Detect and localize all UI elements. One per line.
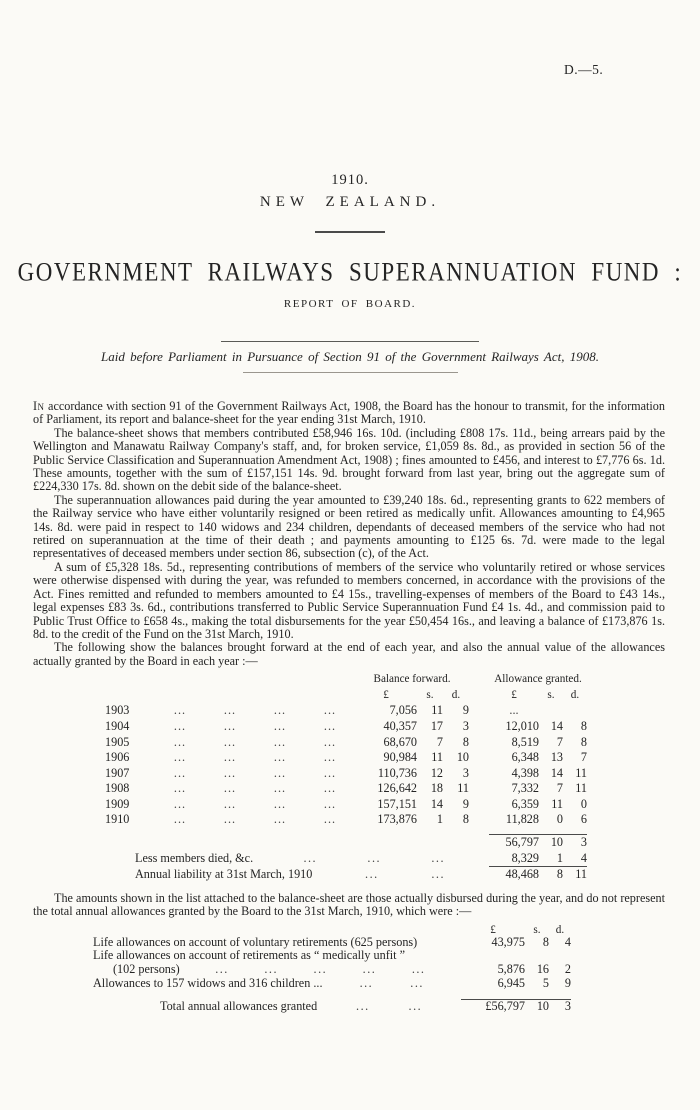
allowance-pounds: 6,359: [511, 796, 539, 811]
allowance-pounds: 11,828: [505, 812, 539, 827]
less-members-died-row: [105, 851, 587, 867]
allowance-pence: 6: [580, 812, 587, 827]
amount-shillings: 8: [542, 934, 549, 949]
dot-leader: ...: [323, 734, 337, 749]
liability-pounds: 48,468: [489, 867, 539, 883]
liability-pence: 11: [563, 867, 587, 883]
allowance-pence: 7: [580, 750, 587, 765]
dot-leader: ...: [273, 765, 287, 780]
balance-pounds: 90,984: [383, 750, 417, 765]
amount-pounds: 5,876: [497, 962, 525, 977]
balance-row: [105, 797, 587, 813]
less-members-died-label: Less members died, &c.: [135, 851, 254, 866]
allowances-list: [93, 924, 571, 1014]
dot-leader: ...: [173, 718, 187, 733]
balance-shillings: 11: [431, 750, 443, 765]
dot-leader: ...: [173, 781, 187, 796]
report-body: [33, 400, 665, 1014]
paragraph-intro-text: accordance with section 91 of the Government Railways Act, 1908, the Board has the honour to transmit, for the information of Parliament, its report and balance-sheet for the year ending 31st March, 1910.: [33, 399, 665, 427]
year-cell: 1905: [105, 734, 130, 749]
amount-shillings: 5: [542, 976, 549, 991]
dot-leader: ...: [365, 867, 379, 882]
shillings-unit: s.: [533, 923, 541, 936]
balance-pence: 9: [462, 796, 469, 811]
year-cell: 1909: [105, 796, 130, 811]
year-heading: 1910.: [331, 172, 369, 188]
allowance-pounds: 7,332: [511, 781, 539, 796]
dot-leader: ...: [323, 718, 337, 733]
dot-leader: ...: [273, 718, 287, 733]
dot-leader: ...: [223, 812, 237, 827]
allowance-label: (102 persons): [113, 962, 180, 977]
dot-leader: ...: [273, 812, 287, 827]
allowance-shillings: [539, 703, 563, 719]
dot-leader: ...: [431, 867, 445, 882]
annual-liability-label: Annual liability at 31st March, 1910: [135, 867, 313, 882]
balance-forward-header: Balance forward.: [373, 673, 451, 686]
pence-unit: d.: [451, 688, 461, 701]
dot-leader: ...: [323, 703, 337, 718]
laid-before-line: Laid before Parliament in Pursuance of Section 91 of the Government Railways Act, 1908.: [101, 349, 599, 364]
allowance-shillings: 11: [551, 796, 563, 811]
year-cell: 1910: [105, 812, 130, 827]
balance-pounds: 40,357: [383, 718, 417, 733]
dot-leader: ...: [359, 977, 374, 991]
year-cell: 1907: [105, 765, 130, 780]
less-pence: 4: [580, 850, 587, 865]
allowance-pence: 8: [580, 718, 587, 733]
balance-pence: 3: [462, 765, 469, 780]
dot-leader: ...: [408, 999, 423, 1013]
divider-rule: [315, 231, 385, 233]
paragraph-amounts-note: The amounts shown in the list attached to the balance-sheet are those actually disbursed during the year, and do not represent the total annual allowances granted by the Board to the 31st March, 1910, which were :—: [33, 890, 665, 919]
dot-leader: ...: [323, 765, 337, 780]
divider-rule: [243, 372, 458, 373]
subtotal-shillings: 10: [539, 835, 563, 851]
page-title: GOVERNMENT RAILWAYS SUPERANNUATION FUND :: [17, 256, 683, 287]
balance-pence: 9: [462, 703, 469, 718]
dot-leader: ...: [173, 765, 187, 780]
dot-leader: ...: [223, 718, 237, 733]
balance-shillings: 17: [430, 718, 443, 733]
dot-leader: ...: [273, 781, 287, 796]
dot-leader: ...: [323, 812, 337, 827]
pounds-unit: £: [490, 923, 496, 936]
pence-unit: d.: [555, 923, 565, 936]
allowance-shillings: 7: [556, 734, 563, 749]
amount-pounds: 6,945: [497, 976, 525, 991]
balance-pence: 10: [456, 750, 469, 765]
allowance-label: Allowances to 157 widows and 316 children ...: [93, 976, 323, 991]
dot-leader: ...: [223, 796, 237, 811]
balance-pence: 8: [462, 812, 469, 827]
allowance-shillings: 7: [556, 781, 563, 796]
balance-shillings: 7: [436, 734, 443, 749]
amount-pounds: 43,975: [491, 934, 525, 949]
dot-leader: ...: [173, 734, 187, 749]
less-shillings: 1: [556, 850, 563, 865]
subtotal-pounds: 56,797: [489, 835, 539, 851]
paragraph-contributions: The balance-sheet shows that members contributed £58,946 16s. 10d. (including £808 17s. 11d., being arrears paid by the Wellington and Manawatu Railway Company's staff, and, for broken service, £1,059 8s. 8d., as provided in section 56 of the Public Service Classification and Superannuation Amendment Act, 1908) ; fines amounted to £456, and interest to £7,776 6s. 1d. These amounts, together with the sum of £157,151 14s. 9d. brought forward from last year, bring out the aggregate sum of £224,330 17s. 8d. shown on the debit side of the balance-sheet.: [33, 425, 665, 494]
balance-pence: 3: [462, 718, 469, 733]
dot-leader: ...: [313, 963, 328, 977]
balance-pence: 11: [457, 781, 469, 796]
allowance-pounds: 4,398: [511, 765, 539, 780]
allowance-shillings: 14: [550, 718, 563, 733]
dot-leader: ...: [273, 703, 287, 718]
allowance-pounds: 8,519: [511, 734, 539, 749]
amount-shillings: 16: [536, 962, 549, 977]
dot-leader: ...: [173, 750, 187, 765]
dot-leader: ...: [273, 750, 287, 765]
total-pounds: £56,797: [461, 999, 525, 1014]
paragraph-refunds: A sum of £5,328 18s. 5d., representing contributions of members of the service who voluntarily retired or whose services were otherwise dispensed with during the year, was refunded to members concerned, in accordance with the provisions of the Act. Fines remitted and refunded to members amounted to £4 15s., travelling-expenses of members of the Board to £43 14s., legal expenses £83 3s. 6d., contributions transferred to Public Service Superannuation Fund £4 1s. 4d., and commission paid to Public Trust Office to £658 4s., making the total disbursements for the year £50,454 16s., and leaving a balance of £173,876 1s. 8d. to the credit of the Fund on the 31st March, 1910.: [33, 559, 665, 641]
balance-shillings: 11: [431, 703, 443, 718]
balance-row: [105, 703, 587, 719]
year-cell: 1906: [105, 750, 130, 765]
balance-row: [105, 812, 587, 828]
dot-leader: ...: [173, 703, 187, 718]
paper-reference: D.—5.: [564, 62, 604, 77]
year-cell: 1904: [105, 718, 130, 733]
allowance-line: [93, 977, 571, 991]
balance-pence: 8: [462, 734, 469, 749]
dot-leader: ...: [215, 963, 229, 977]
table-group-header-row: [105, 672, 587, 688]
allowance-pence: 8: [580, 734, 587, 749]
allowance-line: [93, 949, 571, 963]
allowance-line: [93, 963, 571, 977]
balance-shillings: 1: [436, 812, 443, 827]
balances-table: [105, 672, 587, 883]
less-pounds: 8,329: [511, 850, 539, 865]
dot-leader: ...: [362, 963, 377, 977]
allowance-pence: [563, 703, 587, 719]
dot-leader: ...: [273, 796, 287, 811]
dot-leader: ...: [410, 977, 424, 991]
allowance-label: Life allowances on account of voluntary retirements (625 persons): [93, 934, 418, 949]
dot-leader: ...: [367, 851, 382, 866]
allowance-pence: 11: [575, 781, 587, 796]
balance-pounds: 173,876: [377, 812, 417, 827]
pounds-unit: £: [383, 688, 389, 701]
subtotal-pence: 3: [563, 835, 587, 851]
subtotal-row: [105, 835, 587, 851]
dot-leader: ...: [223, 734, 237, 749]
allowance-pounds: 12,010: [505, 718, 539, 733]
balance-row: [105, 719, 587, 735]
country-heading: NEW ZEALAND.: [259, 194, 441, 210]
dot-leader: ...: [356, 999, 370, 1013]
dot-leader: ...: [173, 812, 187, 827]
dot-leader: ...: [303, 851, 318, 866]
balance-pounds: 7,056: [389, 703, 417, 718]
pence-unit: d.: [570, 688, 580, 701]
allowance-shillings: 0: [556, 812, 563, 827]
allowances-units-row: [93, 924, 571, 936]
shillings-unit: s.: [426, 688, 434, 701]
amount-pence: 4: [564, 934, 571, 949]
amount-pence: 9: [564, 976, 571, 991]
pounds-unit: £: [511, 688, 517, 701]
allowance-shillings: 14: [550, 765, 563, 780]
allowance-shillings: 13: [550, 750, 563, 765]
allowance-label: Life allowances on account of retirements as “ medically unfit ”: [93, 948, 406, 963]
balance-row: [105, 766, 587, 782]
balance-row: [105, 735, 587, 751]
balance-shillings: 14: [430, 796, 443, 811]
allowance-pounds: ...: [509, 703, 519, 718]
allowance-pence: 0: [580, 796, 587, 811]
total-shillings: 10: [525, 999, 549, 1014]
paragraph-balances-intro: The following show the balances brought forward at the end of each year, and also the annual value of the allowances actually granted by the Board in each year :—: [33, 640, 665, 668]
annual-liability-row: [105, 867, 587, 883]
paragraph-intro: [33, 400, 665, 427]
table-units-header-row: [105, 688, 587, 704]
dot-leader: ...: [273, 734, 287, 749]
divider-rule: [221, 341, 479, 342]
paragraph-allowances-paid: The superannuation allowances paid during the year amounted to £39,240 18s. 6d., representing grants to 622 members of the Railway service who have either voluntarily resigned or been retired as medically unfit. Allowances amounting to £4,965 14s. 8d. were paid in respect to 140 widows and 234 children, dependants of deceased members of the service who had not retired on superannuation at the time of their death ; and payments amounting to £125 6s. 7d. were made to the legal representatives of deceased members under section 86, subsection (c), of the Act.: [33, 492, 665, 561]
balance-shillings: 12: [430, 765, 443, 780]
liability-shillings: 8: [539, 867, 563, 883]
dot-leader: ...: [173, 796, 187, 811]
balance-shillings: 18: [430, 781, 443, 796]
dot-leader: ...: [223, 765, 237, 780]
lead-word: In: [33, 399, 45, 413]
total-pence: 3: [549, 999, 571, 1014]
balance-pounds: 126,642: [377, 781, 417, 796]
dot-leader: ...: [323, 796, 337, 811]
allowance-granted-header: Allowance granted.: [494, 673, 582, 686]
balance-pounds: 68,670: [383, 734, 417, 749]
dot-leader: ...: [411, 963, 426, 977]
dot-leader: ...: [223, 703, 237, 718]
balance-row: [105, 781, 587, 797]
year-cell: 1903: [105, 703, 130, 718]
dot-leader: ...: [323, 781, 337, 796]
shillings-unit: s.: [547, 688, 555, 701]
allowances-total-label: Total annual allowances granted: [160, 998, 318, 1013]
allowance-line: [93, 936, 571, 950]
amount-pence: 2: [564, 962, 571, 977]
allowance-pounds: 6,348: [511, 750, 539, 765]
page-subtitle: REPORT OF BOARD.: [283, 298, 417, 310]
dot-leader: ...: [323, 750, 337, 765]
dot-leader: ...: [223, 781, 237, 796]
year-cell: 1908: [105, 781, 130, 796]
allowances-total-row: [93, 999, 571, 1014]
dot-leader: ...: [431, 851, 445, 866]
dot-leader: ...: [223, 750, 237, 765]
balance-row: [105, 750, 587, 766]
dot-leader: ...: [264, 963, 278, 977]
allowance-pence: 11: [575, 765, 587, 780]
balance-pounds: 157,151: [377, 796, 417, 811]
balance-pounds: 110,736: [377, 765, 417, 780]
